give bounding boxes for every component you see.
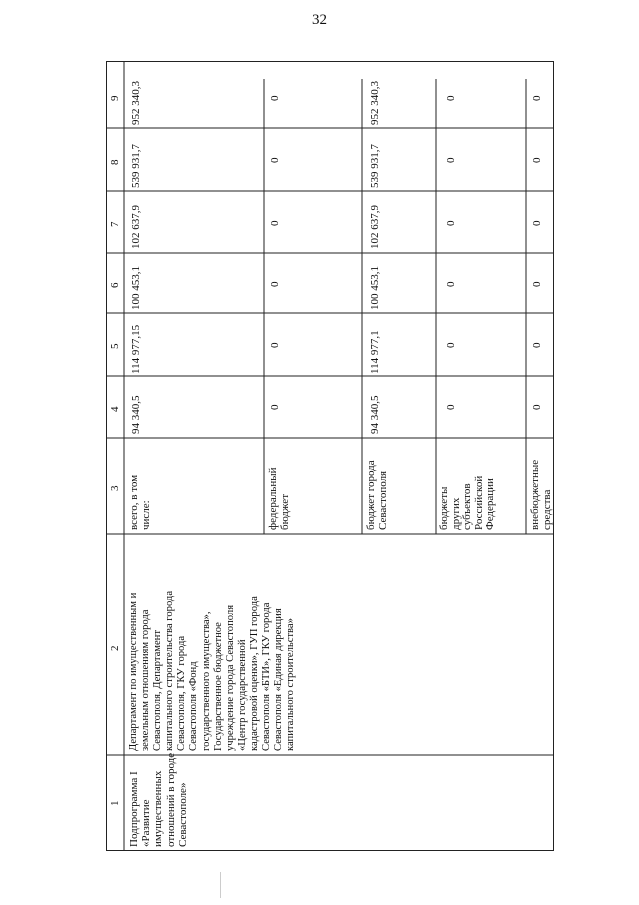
value-cell: 94 340,5 xyxy=(369,395,381,434)
executor-line: Севастополя «БТИ», ГКУ города xyxy=(261,602,273,751)
header-col-7: 7 xyxy=(109,221,121,227)
value-cell: 0 xyxy=(445,157,457,163)
source-line: Севастополя xyxy=(377,470,390,530)
source-line: бюджеты xyxy=(438,486,450,530)
source-line: других xyxy=(449,497,462,530)
data-table xyxy=(106,61,554,851)
executor-line: капитального строительства города xyxy=(164,590,176,751)
header-col-4: 4 xyxy=(109,406,121,412)
source-extrabudget xyxy=(529,460,553,530)
value-cell: 100 453,1 xyxy=(369,266,381,310)
value-cell: 0 xyxy=(269,220,281,226)
value-cell: 100 453,1 xyxy=(130,266,142,310)
program-title-line: Подпрограмма I xyxy=(128,771,140,847)
executor-line: «Центр государственной xyxy=(236,639,248,751)
value-cell: 0 xyxy=(531,95,543,101)
executor-line: государственного имущества», xyxy=(200,611,212,751)
header-col-3: 3 xyxy=(109,485,121,491)
executor-line: земельным отношениям города xyxy=(140,609,152,751)
source-line: федеральный xyxy=(267,467,279,530)
header-col-6: 6 xyxy=(109,282,121,288)
header-col-8: 8 xyxy=(109,159,121,165)
executor-line: капитального строительства» xyxy=(285,618,297,751)
value-cell: 102 637,9 xyxy=(369,205,381,249)
value-cell: 0 xyxy=(531,157,543,163)
value-cell: 0 xyxy=(445,95,457,101)
value-cell: 539 931,7 xyxy=(369,144,381,188)
executor-line: кадастровой оценки», ГУП города xyxy=(248,596,260,751)
value-cell: 0 xyxy=(531,281,543,287)
program-title-line: Севастополе» xyxy=(176,782,189,847)
value-cell: 94 340,5 xyxy=(130,395,142,434)
source-federal xyxy=(267,468,291,531)
value-cell: 0 xyxy=(269,281,281,287)
value-cell: 0 xyxy=(269,95,281,101)
executor-list xyxy=(128,591,297,751)
value-cell: 0 xyxy=(445,404,457,410)
source-line: субъектов xyxy=(461,483,474,530)
value-cell: 0 xyxy=(445,220,457,226)
program-title-line: имущественных xyxy=(152,770,165,847)
source-line: Федерации xyxy=(484,478,497,530)
value-cell: 0 xyxy=(445,281,457,287)
program-title-line: «Развитие xyxy=(140,799,153,847)
header-col-1: 1 xyxy=(109,800,121,806)
header-col-5: 5 xyxy=(109,343,121,349)
source-line: бюджет xyxy=(279,494,292,530)
source-other-subjects xyxy=(439,476,497,530)
executor-line: Департамент по имущественным и xyxy=(128,592,139,751)
program-title xyxy=(128,753,189,847)
source-line: числе: xyxy=(140,500,153,530)
value-cell: 0 xyxy=(531,220,543,226)
page-number: 32 xyxy=(312,12,327,28)
value-cell: 0 xyxy=(269,157,281,163)
executor-line: Государственное бюджетное xyxy=(212,622,224,751)
value-cell: 539 931,7 xyxy=(130,144,142,188)
header-col-9: 9 xyxy=(109,95,121,101)
program-title-line: отношений в городе xyxy=(164,752,177,847)
source-city xyxy=(365,460,389,530)
value-cell: 952 340,3 xyxy=(369,81,381,125)
source-line: всего, в том xyxy=(128,474,140,530)
scan-mark xyxy=(220,872,221,898)
source-line: средства xyxy=(541,489,554,530)
executor-line: Севастополя «Фонд xyxy=(188,661,200,751)
source-total xyxy=(128,475,152,530)
executor-line: Севастополя «Единая дирекция xyxy=(273,608,285,751)
value-cell: 952 340,3 xyxy=(130,81,142,125)
value-cell: 0 xyxy=(445,342,457,348)
executor-line: Севастополя, ГКУ города xyxy=(176,635,188,751)
executor-line: учреждение города Севастополя xyxy=(224,604,236,751)
value-cell: 114 977,15 xyxy=(130,324,142,374)
source-line: Российской xyxy=(472,475,485,530)
value-cell: 0 xyxy=(531,342,543,348)
value-cell: 102 637,9 xyxy=(130,205,142,249)
value-cell: 0 xyxy=(269,404,281,410)
source-line: внебюджетные xyxy=(529,459,541,530)
header-col-2: 2 xyxy=(109,645,121,651)
executor-line: Севастополя, Департамент xyxy=(152,630,164,751)
value-cell: 0 xyxy=(269,342,281,348)
value-cell: 0 xyxy=(531,404,543,410)
source-line: бюджет города xyxy=(365,460,377,530)
value-cell: 114 977,1 xyxy=(369,330,381,374)
